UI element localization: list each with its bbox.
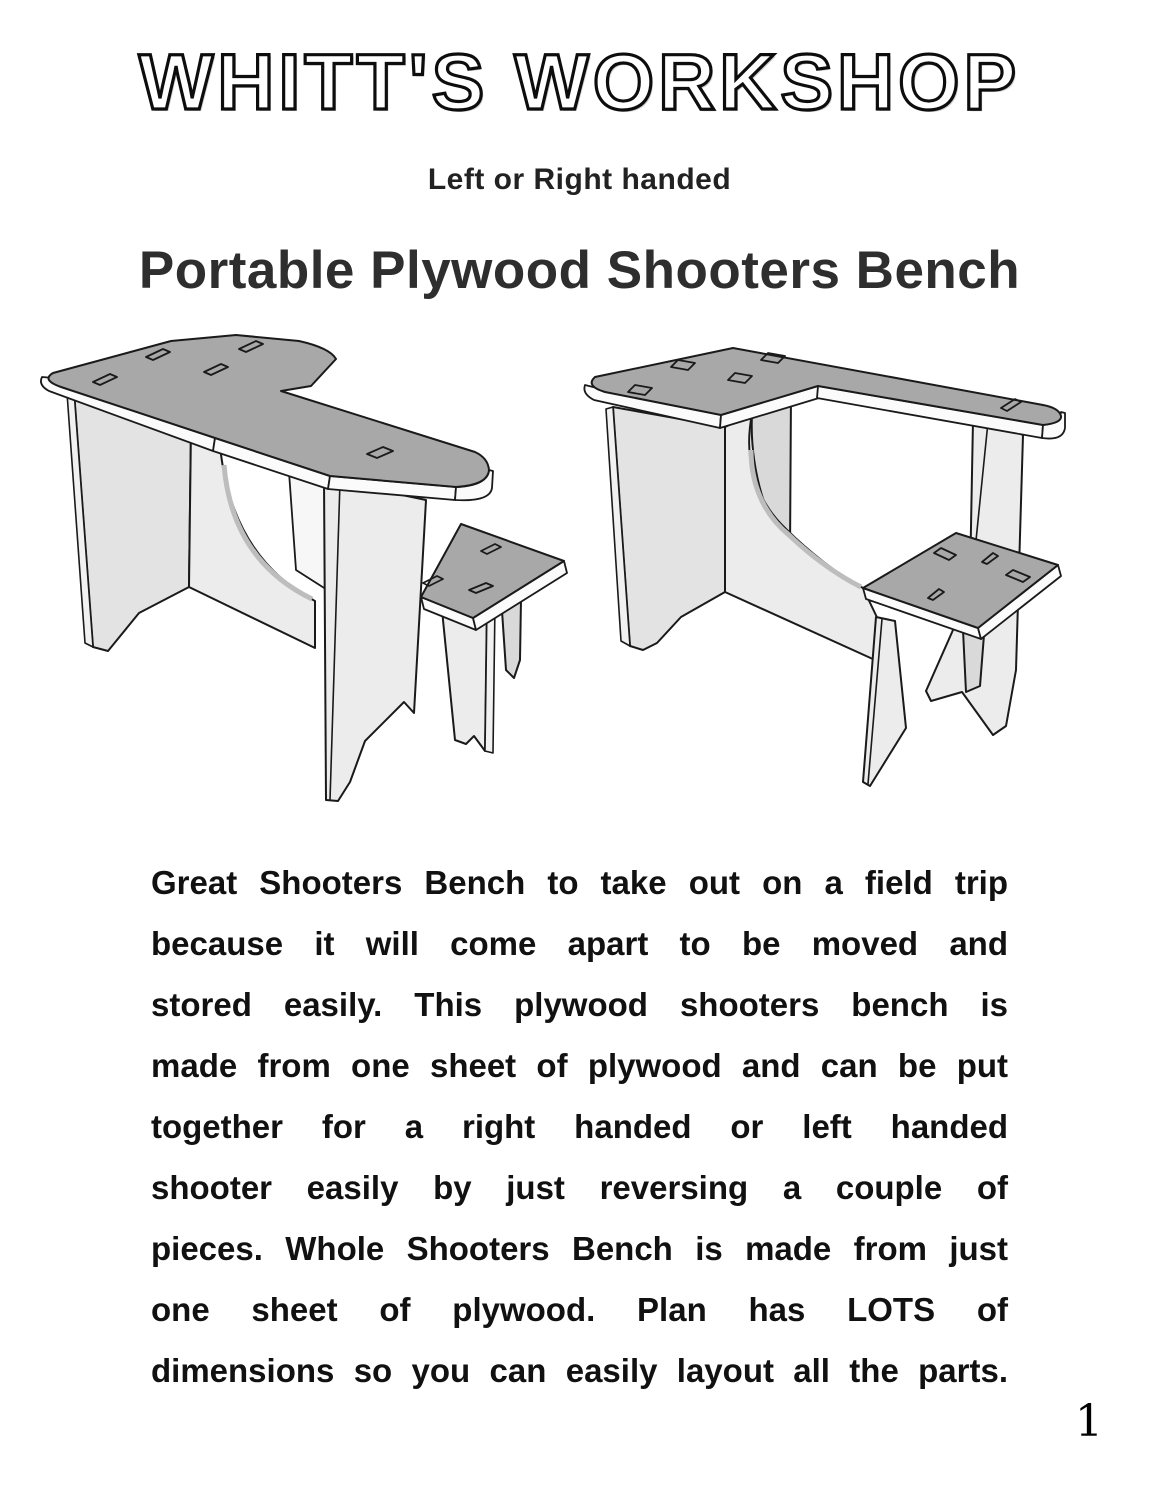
paragraph-line: stored easily. This plywood shooters bench is	[151, 986, 1008, 1023]
seat-top	[863, 533, 1058, 628]
seat-front-leg-edge	[485, 602, 495, 753]
paragraph-line: one sheet of plywood. Plan has LOTS of	[151, 1291, 1008, 1328]
paragraph-line: pieces. Whole Shooters Bench is made from just	[151, 1230, 1008, 1267]
paragraph-line: together for a right handed or left handed	[151, 1108, 1008, 1145]
seat-top	[421, 524, 564, 618]
left-side-panel	[613, 407, 725, 650]
bench-illustration-right-handed	[573, 330, 1133, 820]
paragraph-line: dimensions so you can easily layout all the parts.	[151, 1352, 1008, 1389]
description-paragraph	[151, 852, 1008, 1401]
bench-illustration-left-handed	[28, 330, 578, 810]
paragraph-line: made from one sheet of plywood and can be put	[151, 1047, 1008, 1084]
page-number: 1	[1075, 1396, 1103, 1447]
workshop-logo: WHITT'S WORKSHOP	[138, 37, 1021, 126]
paragraph-line: because it will come apart to be moved and	[151, 925, 1008, 962]
paragraph-line: Great Shooters Bench to take out on a field trip	[151, 864, 1008, 901]
paragraph-line: shooter easily by just reversing a couple of	[151, 1169, 1008, 1206]
page-title: Portable Plywood Shooters Bench	[138, 241, 1021, 300]
handedness-tagline: Left or Right handed	[427, 163, 732, 196]
